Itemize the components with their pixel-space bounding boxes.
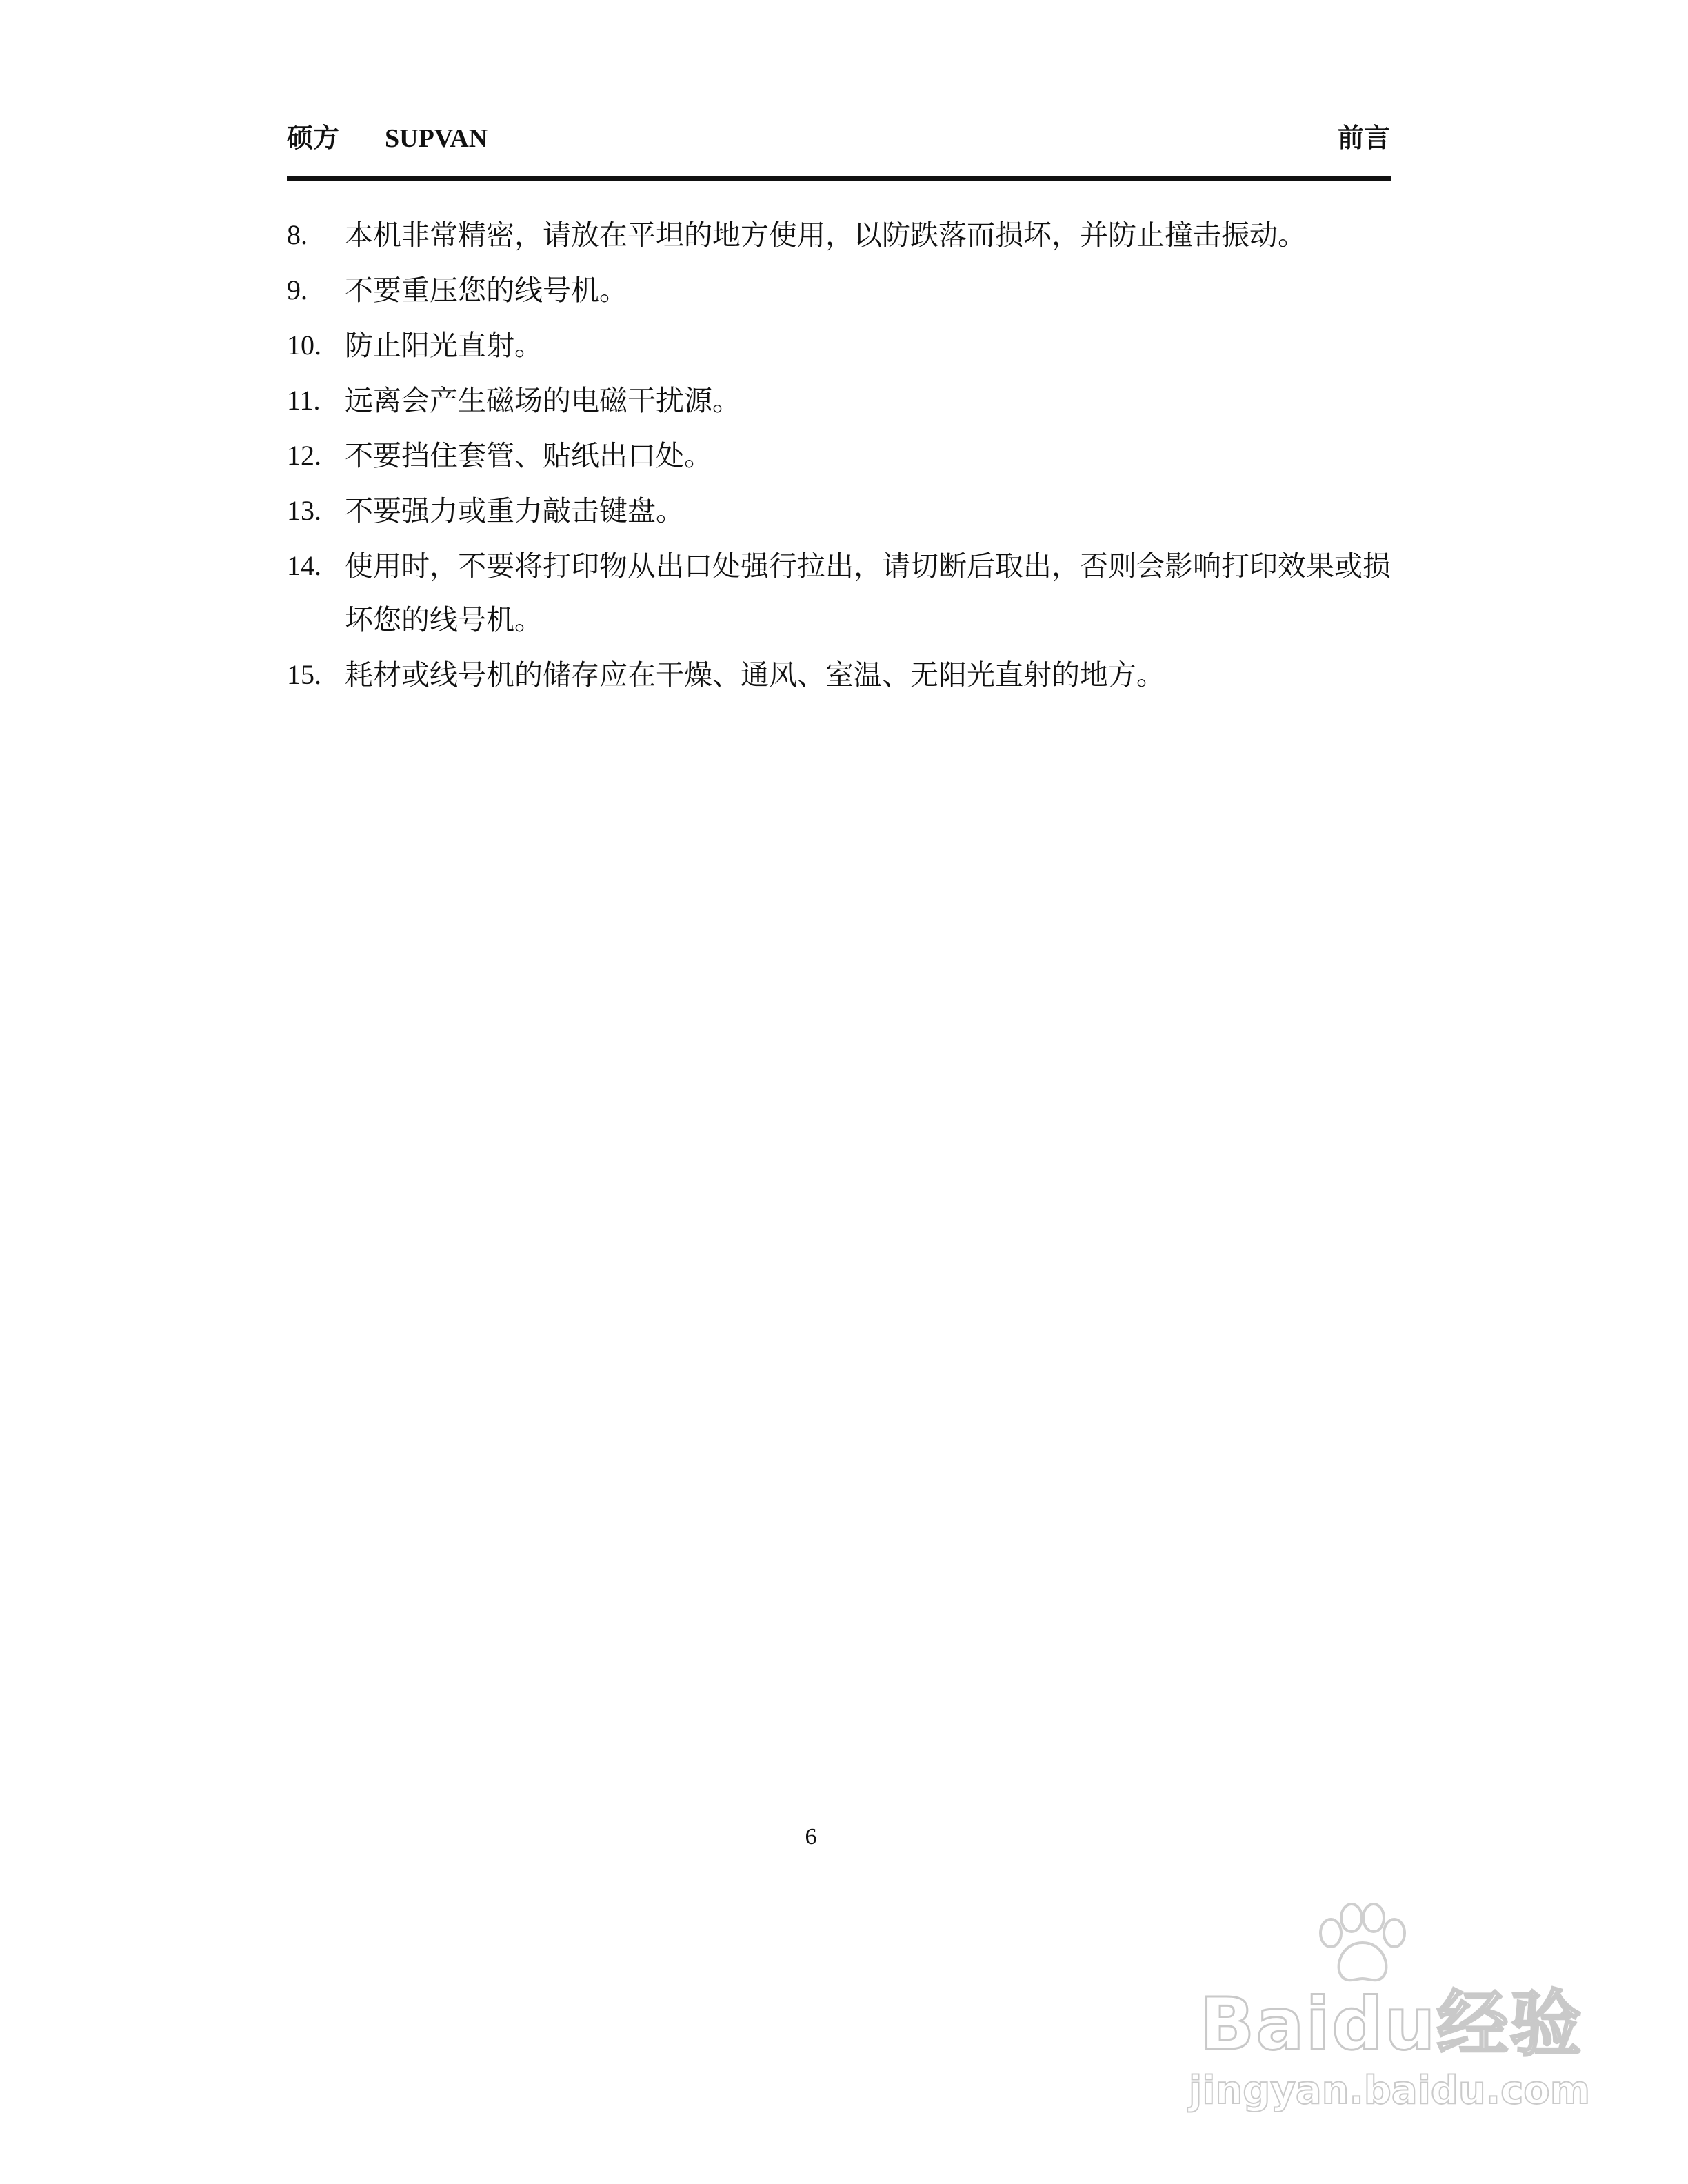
item-text: 防止阳光直射。 <box>345 329 543 362</box>
list-item <box>287 539 1391 647</box>
item-text: 不要挡住套管、贴纸出口处。 <box>345 439 712 472</box>
list-item <box>287 318 1391 372</box>
item-text: 使用时，不要将打印物从出口处强行拉出，请切断后取出，否则会影响打印效果或损坏您的线号机。 <box>345 549 1391 636</box>
watermark-text: Baidu经验 <box>1200 1982 1583 2066</box>
watermark-url: jingyan.baidu.com <box>1189 2068 1591 2113</box>
section-title: 前言 <box>1337 122 1390 153</box>
item-number: 10. <box>287 330 321 361</box>
list-item <box>287 648 1391 702</box>
item-text: 不要重压您的线号机。 <box>345 274 627 307</box>
item-number: 13. <box>287 495 321 526</box>
item-text: 不要强力或重力敲击键盘。 <box>345 494 684 527</box>
list-item <box>287 263 1391 317</box>
item-number: 8. <box>287 219 308 250</box>
baidu-watermark <box>1172 1903 1591 2130</box>
item-number: 11. <box>287 385 321 416</box>
list-item <box>287 484 1391 538</box>
list-item <box>287 374 1391 427</box>
item-text: 远离会产生磁场的电磁干扰源。 <box>345 384 741 417</box>
precautions-list <box>287 208 1391 703</box>
header-rule <box>287 176 1391 181</box>
list-item <box>287 208 1391 262</box>
item-number: 9. <box>287 274 308 305</box>
list-item <box>287 429 1391 483</box>
item-number: 15. <box>287 659 321 690</box>
item-number: 14. <box>287 550 321 581</box>
page-number: 6 <box>805 1824 817 1850</box>
item-text: 耗材或线号机的储存应在干燥、通风、室温、无阳光直射的地方。 <box>345 658 1165 691</box>
header-company <box>287 119 488 158</box>
brand-name: SUPVAN <box>385 124 488 153</box>
item-text: 本机非常精密，请放在平坦的地方使用，以防跌落而损坏，并防止撞击振动。 <box>345 219 1306 252</box>
company-name: 硕方 <box>287 122 340 153</box>
item-number: 12. <box>287 440 321 471</box>
